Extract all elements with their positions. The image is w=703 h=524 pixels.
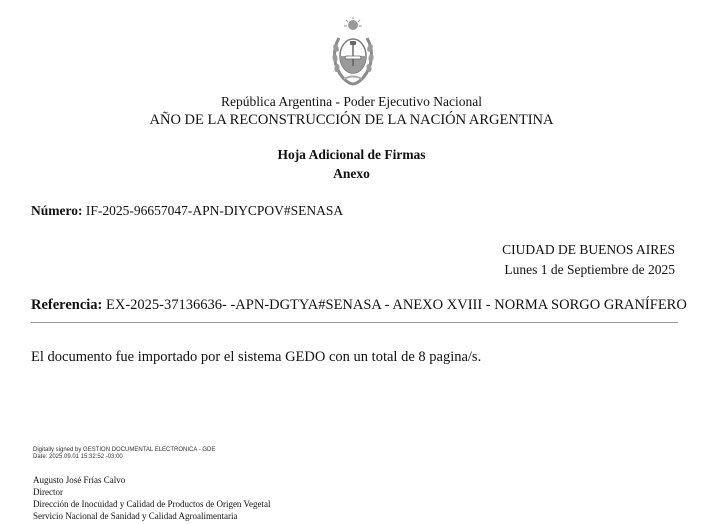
- signer-block: [33, 474, 271, 522]
- document-number-row: [31, 203, 343, 219]
- reference-row: [31, 297, 687, 314]
- signer-name: Augusto José Frías Calvo: [33, 475, 126, 485]
- document-title: Hoja Adicional de Firmas: [277, 147, 426, 162]
- document-subtitle: Anexo: [333, 166, 370, 181]
- header-government-name: República Argentina - Poder Ejecutivo Nacional: [220, 94, 483, 109]
- document-city: CIUDAD DE BUENOS AIRES: [502, 242, 675, 257]
- signer-position: Director: [33, 487, 63, 497]
- coat-of-arms-icon: [329, 16, 377, 86]
- digital-signature-stamp: [33, 447, 215, 460]
- document-number-label: Número:: [31, 203, 83, 218]
- header-year-motto: AÑO DE LA RECONSTRUCCIÓN DE LA NACIÓN ARGENTINA: [149, 112, 554, 128]
- signer-agency: Servicio Nacional de Sanidad y Calidad Agroalimentaria: [33, 511, 238, 521]
- signer-unit: Dirección de Inocuidad y Calidad de Productos de Origen Vegetal: [33, 499, 271, 509]
- digital-signature-signer: Digitally signed by GESTION DOCUMENTAL ELECTRONICA - GDE: [33, 447, 216, 453]
- reference-label: Referencia:: [31, 297, 103, 313]
- document-date: Lunes 1 de Septiembre de 2025: [504, 262, 675, 277]
- document-number-value: IF-2025-96657047-APN-DIYCPOV#SENASA: [85, 203, 344, 218]
- document-body-text: El documento fue importado por el sistema GEDO con un total de 8 pagina/s.: [31, 349, 482, 365]
- digital-signature-date: Date: 2025.09.01 15:32:52 -03:00: [33, 453, 123, 460]
- divider-line: [31, 322, 678, 323]
- reference-value: EX-2025-37136636- -APN-DGTYA#SENASA - ANEXO XVIII - NORMA SORGO GRANÍFERO: [106, 297, 687, 313]
